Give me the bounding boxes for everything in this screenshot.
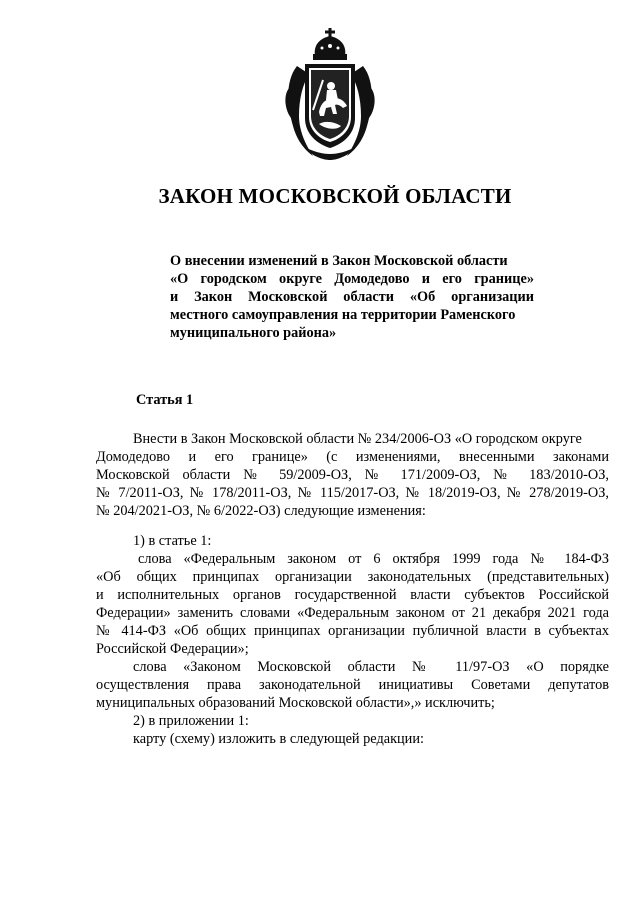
subject-line: и Закон Московской области «Об организации bbox=[170, 289, 534, 305]
article-body bbox=[96, 430, 609, 748]
body-line: № 414-ФЗ «Об общих принципах организации публичной власти в субъектах bbox=[96, 623, 609, 639]
body-line: карту (схему) изложить в следующей редакции: bbox=[133, 731, 424, 747]
law-title: ЗАКОН МОСКОВСКОЙ ОБЛАСТИ bbox=[158, 184, 512, 208]
item-2-label: 2) в приложении 1: bbox=[133, 713, 249, 729]
body-line: слова «Законом Московской области № 11/97-ОЗ «О порядке bbox=[133, 659, 609, 675]
body-line: № 204/2021-ОЗ, № 6/2022-ОЗ) следующие изменения: bbox=[96, 503, 426, 519]
item-1-label: 1) в статье 1: bbox=[133, 533, 212, 549]
body-line: Федерации» заменить словами «Федеральным законом от 21 декабря 2021 года bbox=[96, 605, 609, 621]
body-line: № 7/2011-ОЗ, № 178/2011-ОЗ, № 115/2017-ОЗ, № 18/2019-ОЗ, № 278/2019-ОЗ, bbox=[96, 485, 609, 501]
body-line: Российской Федерации»; bbox=[96, 641, 249, 657]
law-subject bbox=[170, 252, 534, 342]
body-line: осуществления права законодательной инициативы Советами депутатов bbox=[96, 677, 609, 693]
article-heading: Статья 1 bbox=[136, 392, 194, 408]
moscow-oblast-coat-of-arms-icon bbox=[283, 26, 377, 162]
subject-line: «О городском округе Домодедово и его границе» bbox=[170, 271, 534, 287]
body-line: Внести в Закон Московской области № 234/2006-ОЗ «О городском округе bbox=[133, 431, 582, 447]
body-line: слова «Федеральным законом от 6 октября 1999 года № 184-ФЗ bbox=[138, 551, 609, 567]
body-line: и исполнительных органов государственной власти субъектов Российской bbox=[96, 587, 609, 603]
subject-line: О внесении изменений в Закон Московской области bbox=[170, 253, 508, 269]
body-line: Московской области № 59/2009-ОЗ, № 171/2009-ОЗ, № 183/2010-ОЗ, bbox=[96, 467, 609, 483]
subject-line: местного самоуправления на территории Раменского bbox=[170, 307, 516, 323]
body-line: Домодедово и его границе» (с изменениями, внесенными законами bbox=[96, 449, 609, 465]
body-line: «Об общих принципах организации законодательных (представительных) bbox=[96, 569, 609, 585]
subject-line: муниципального района» bbox=[170, 325, 337, 341]
body-line: муниципальных образований Московской области»,» исключить; bbox=[96, 695, 495, 711]
